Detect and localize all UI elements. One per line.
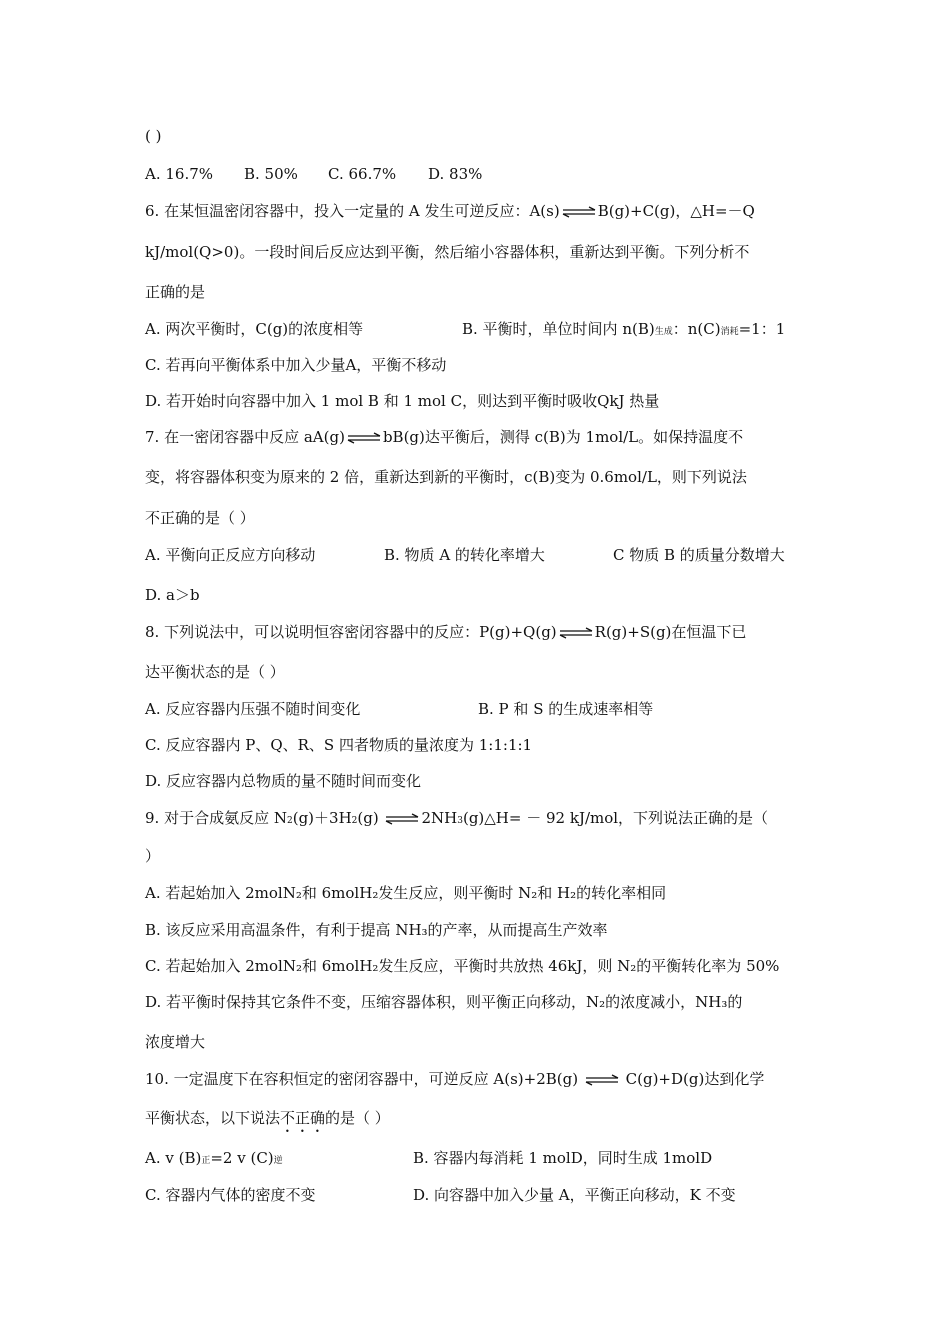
q7-option-b: B. 物质 A 的转化率增大 bbox=[384, 546, 545, 564]
q10-option-a: A. v (B)正=2 v (C)逆 bbox=[145, 1149, 283, 1167]
q6-option-a: A. 两次平衡时，C(g)的浓度相等 bbox=[145, 320, 364, 338]
equilibrium-arrow-icon bbox=[585, 1074, 619, 1086]
q8-option-d: D. 反应容器内总物质的量不随时间而变化 bbox=[145, 772, 422, 790]
q9-option-d-cont: 浓度增大 bbox=[145, 1033, 206, 1051]
q10-option-c: C. 容器内气体的密度不变 bbox=[145, 1186, 316, 1204]
equilibrium-arrow-icon bbox=[562, 206, 596, 218]
q6-option-c: C. 若再向平衡体系中加入少量A，平衡不移动 bbox=[145, 356, 447, 374]
q10-stem-line2: 平衡状态，以下说法不正确的是（ ） bbox=[145, 1109, 390, 1127]
q5-option-c: C. 66.7% bbox=[328, 165, 397, 183]
q9-option-a: A. 若起始加入 2molN₂和 6molH₂发生反应，则平衡时 N₂和 H₂的转化率相同 bbox=[145, 884, 667, 902]
q10-option-d: D. 向容器中加入少量 A，平衡正向移动，K 不变 bbox=[413, 1186, 736, 1204]
q7-stem-line2: 变，将容器体积变为原来的 2 倍，重新达到新的平衡时，c(B)变为 0.6mol/L，则下列说法 bbox=[145, 468, 747, 486]
q7-option-c: C 物质 B 的质量分数增大 bbox=[613, 546, 785, 564]
q5-option-b: B. 50% bbox=[244, 165, 298, 183]
q10-stem-line1: 10. 一定温度下在容积恒定的密闭容器中，可逆反应 A(s)+2B(g) C(g)+D(g)达到化学 bbox=[145, 1070, 765, 1088]
q8-option-a: A. 反应容器内压强不随时间变化 bbox=[145, 700, 361, 718]
q9-stem-line2: ） bbox=[145, 847, 161, 865]
q8-stem-line2: 达平衡状态的是（ ） bbox=[145, 663, 285, 681]
q5-option-a: A. 16.7% bbox=[145, 165, 214, 183]
q8-option-b: B. P 和 S 的生成速率相等 bbox=[478, 700, 654, 718]
q6-stem-line1: 6. 在某恒温密闭容器中，投入一定量的 A 发生可逆反应：A(s) B(g)+C(g)，△H=－Q bbox=[145, 202, 755, 220]
q7-option-a: A. 平衡向正反应方向移动 bbox=[145, 546, 316, 564]
q8-stem-line1: 8. 下列说法中，可以说明恒容密闭容器中的反应：P(g)+Q(g) R(g)+S(g)在恒温下已 bbox=[145, 623, 747, 641]
q9-option-c: C. 若起始加入 2molN₂和 6molH₂发生反应，平衡时共放热 46kJ，则 N₂的平衡转化率为 50% bbox=[145, 957, 780, 975]
q6-stem-line3: 正确的是 bbox=[145, 283, 206, 301]
q6-option-b: B. 平衡时，单位时间内 n(B)生成：n(C)消耗=1：1 bbox=[462, 320, 786, 338]
q7-stem-line1: 7. 在一密闭容器中反应 aA(g) bB(g)达平衡后，测得 c(B)为 1mol/L。如保持温度不 bbox=[145, 428, 744, 446]
q9-stem-line1: 9. 对于合成氨反应 N2(g)＋3H2(g) 2NH3(g)△H= － 92 kJ/mol，下列说法正确的是（ bbox=[145, 809, 769, 827]
equilibrium-arrow-icon bbox=[347, 432, 381, 444]
q8-option-c: C. 反应容器内 P、Q、R、S 四者物质的量浓度为 1:1:1:1 bbox=[145, 736, 533, 754]
q10-option-b: B. 容器内每消耗 1 molD，同时生成 1molD bbox=[413, 1149, 713, 1167]
q9-option-b: B. 该反应采用高温条件，有利于提高 NH₃的产率，从而提高生产效率 bbox=[145, 921, 608, 939]
q9-option-d: D. 若平衡时保持其它条件不变，压缩容器体积，则平衡正向移动，N₂的浓度减小，NH₃的 bbox=[145, 993, 743, 1011]
q5-option-d: D. 83% bbox=[428, 165, 483, 183]
equilibrium-arrow-icon bbox=[385, 813, 419, 825]
equilibrium-arrow-icon bbox=[559, 627, 593, 639]
q5-answer-paren: ( ) bbox=[145, 127, 162, 145]
q7-stem-line3: 不正确的是（ ） bbox=[145, 509, 255, 527]
emphasis-text: 不正确 bbox=[280, 1109, 326, 1127]
q6-stem-line2: kJ/mol(Q>0)。一段时间后反应达到平衡，然后缩小容器体积，重新达到平衡。下列分析不 bbox=[145, 243, 750, 261]
q7-option-d: D. a＞b bbox=[145, 586, 200, 604]
q6-option-d: D. 若开始时向容器中加入 1 mol B 和 1 mol C，则达到平衡时吸收QkJ 热量 bbox=[145, 392, 660, 410]
